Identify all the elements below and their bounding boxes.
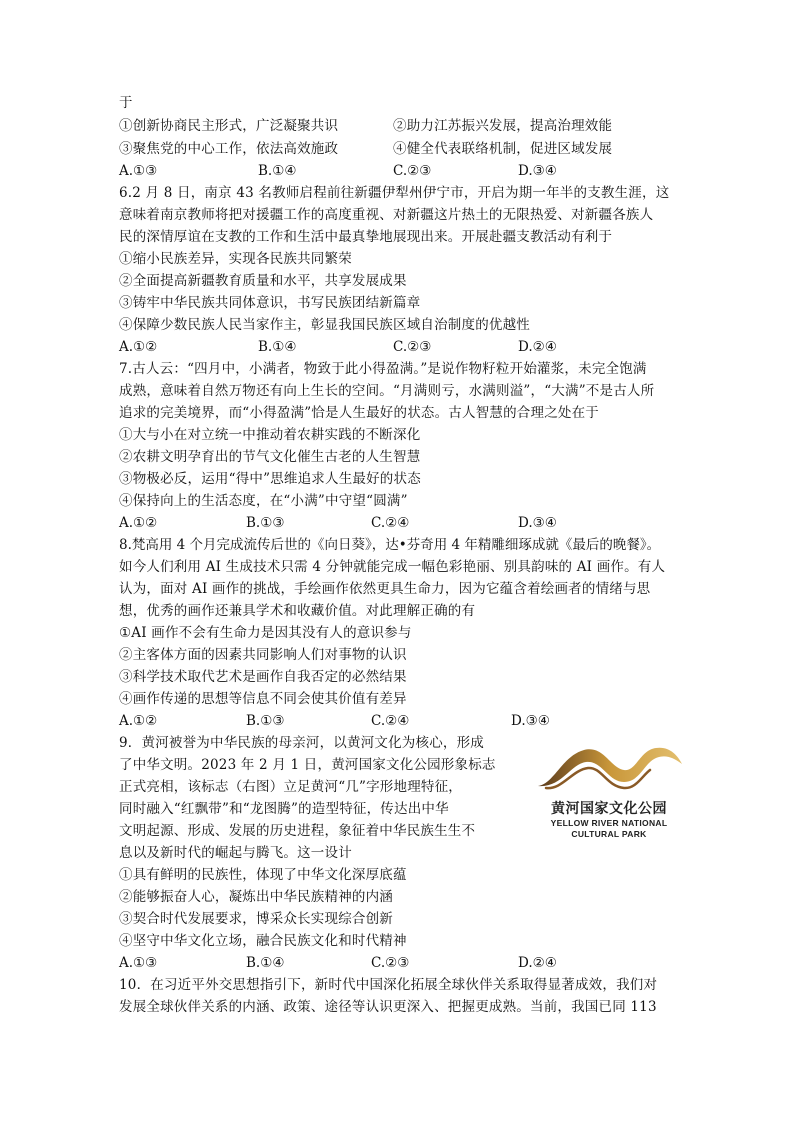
- q7-option-a[interactable]: A.①②: [119, 515, 158, 531]
- q9-stem-line-5: 文明起源、形成、发展的历史进程，象征着中华民族生生不: [119, 823, 476, 839]
- q5-option-b[interactable]: B.①④: [258, 163, 297, 179]
- q7-option-b[interactable]: B.①③: [246, 515, 285, 531]
- q5-option-d[interactable]: D.③④: [518, 163, 557, 179]
- q9-option-d[interactable]: D.②④: [518, 955, 557, 971]
- q6-option-d[interactable]: D.②④: [518, 339, 557, 355]
- q9-option-c[interactable]: C.②③: [371, 955, 410, 971]
- q7-statement-2: ②农耕文明孕育出的节气文化催生古老的人生智慧: [119, 449, 421, 465]
- q8-option-d[interactable]: D.③④: [511, 713, 550, 729]
- q9-option-b[interactable]: B.①④: [246, 955, 285, 971]
- logo-english-line-2: CULTURAL PARK: [571, 829, 647, 839]
- q9-statement-4: ④坚守中华文化立场，融合民族文化和时代精神: [119, 933, 407, 949]
- q7-option-c[interactable]: C.②④: [371, 515, 410, 531]
- yellow-river-ribbon-icon: [532, 736, 686, 798]
- logo-chinese-name: 黄河国家文化公园: [551, 801, 667, 817]
- q7-stem-line-2: 成熟，意味着自然万物还有向上生长的空间。“月满则亏，水满则溢”，“大满”不是古人所: [119, 383, 655, 399]
- q10-stem-line-2: 发展全球伙伴关系的内涵、政策、途径等认识更深入、把握更成熟。当前，我国已同 113: [119, 999, 657, 1015]
- q6-option-b[interactable]: B.①④: [258, 339, 297, 355]
- q6-stem-line-3: 民的深情厚谊在支教的工作和生活中最真挚地展现出来。开展赴疆支教活动有利于: [119, 229, 613, 245]
- q7-statement-4: ④保持向上的生活态度，在“小满”中守望“圆满”: [119, 493, 408, 509]
- q5-option-a[interactable]: A.①③: [119, 163, 158, 179]
- yellow-river-park-logo: [532, 736, 686, 839]
- q8-option-c[interactable]: C.②④: [371, 713, 410, 729]
- q9-stem-line-3: 正式亮相，该标志（右图）立足黄河“几”字形地理特征，: [119, 779, 463, 795]
- q10-stem-line-1: 10．在习近平外交思想指引下，新时代中国深化拓展全球伙伴关系取得显著成效，我们对: [119, 977, 658, 993]
- q8-statement-2: ②主客体方面的因素共同影响人们对事物的认识: [119, 647, 407, 663]
- logo-english-line-1: YELLOW RIVER NATIONAL: [550, 818, 668, 828]
- q9-statement-3: ③契合时代发展要求，博采众长实现综合创新: [119, 911, 393, 927]
- q5-statement-2: ②助力江苏振兴发展，提高治理效能: [393, 118, 613, 134]
- q9-stem-line-4: 同时融入“红飘带”和“龙图腾”的造型特征，传达出中华: [119, 801, 449, 817]
- q9-option-a[interactable]: A.①③: [119, 955, 158, 971]
- q7-stem-line-1: 7.古人云：“四月中，小满者，物致于此小得盈满。”是说作物籽粒开始灌浆，未完全饱满: [119, 361, 647, 377]
- q6-option-a[interactable]: A.①②: [119, 339, 158, 355]
- q8-stem-line-2: 如今人们利用 AI 生成技术只需 4 分钟就能完成一幅色彩艳丽、别具韵味的 AI 画作。有人: [119, 559, 666, 575]
- q6-stem-line-2: 意味着南京教师将把对援疆工作的高度重视、对新疆这片热土的无限热爱、对新疆各族人: [119, 207, 654, 223]
- q7-option-d[interactable]: D.③④: [518, 515, 557, 531]
- q8-statement-4: ④画作传递的思想等信息不同会使其价值有差异: [119, 691, 407, 707]
- q9-stem-line-6: 息以及新时代的崛起与腾飞。这一设计: [119, 845, 352, 861]
- q7-statement-3: ③物极必反，运用“得中”思维追求人生最好的状态: [119, 471, 421, 487]
- q9-stem-line-1: 9．黄河被誉为中华民族的母亲河，以黄河文化为核心，形成: [119, 735, 484, 751]
- q8-option-a[interactable]: A.①②: [119, 713, 158, 729]
- q8-option-b[interactable]: B.①③: [246, 713, 285, 729]
- q6-statement-2: ②全面提高新疆教育质量和水平，共享发展成果: [119, 273, 407, 289]
- q5-option-c[interactable]: C.②③: [393, 163, 432, 179]
- q9-statement-2: ②能够振奋人心，凝炼出中华民族精神的内涵: [119, 889, 393, 905]
- q6-option-c[interactable]: C.②③: [393, 339, 432, 355]
- q8-stem-line-3: 认为，面对 AI 画作的挑战，手绘画作依然更具生命力，因为它蕴含着绘画者的情绪与思: [119, 581, 651, 597]
- q5-statement-1: ①创新协商民主形式，广泛凝聚共识: [119, 118, 339, 134]
- q7-statement-1: ①大与小在对立统一中推动着农耕实践的不断深化: [119, 427, 421, 443]
- q6-statement-3: ③铸牢中华民族共同体意识，书写民族团结新篇章: [119, 295, 421, 311]
- q6-stem-line-1: 6.2 月 8 日，南京 43 名教师启程前往新疆伊犁州伊宁市，开启为期一年半的支教生涯，这: [119, 185, 670, 201]
- q9-statement-1: ①具有鲜明的民族性，体现了中华文化深厚底蕴: [119, 867, 407, 883]
- q6-statement-4: ④保障少数民族人民当家作主，彰显我国民族区域自治制度的优越性: [119, 317, 530, 333]
- q8-stem-line-4: 想，优秀的画作还兼具学术和收藏价值。对此理解正确的有: [119, 603, 476, 619]
- q6-statement-1: ①缩小民族差异，实现各民族共同繁荣: [119, 251, 352, 267]
- q5-statement-4: ④健全代表联络机制，促进区域发展: [393, 141, 613, 157]
- q8-statement-3: ③科学技术取代艺术是画作自我否定的必然结果: [119, 669, 407, 685]
- q8-stem-line-1: 8.梵高用 4 个月完成流传后世的《向日葵》，达•芬奇用 4 年精雕细琢成就《最后的晚餐》。: [119, 537, 661, 553]
- q5-statement-3: ③聚焦党的中心工作，依法高效施政: [119, 141, 339, 157]
- q5-stem-tail: 于: [119, 95, 133, 111]
- q9-stem-line-2: 了中华文明。2023 年 2 月 1 日，黄河国家文化公园形象标志: [119, 757, 496, 773]
- q8-statement-1: ①AI 画作不会有生命力是因其没有人的意识参与: [119, 625, 412, 641]
- q7-stem-line-3: 追求的完美境界，而“小得盈满”恰是人生最好的状态。古人智慧的合理之处在于: [119, 405, 600, 421]
